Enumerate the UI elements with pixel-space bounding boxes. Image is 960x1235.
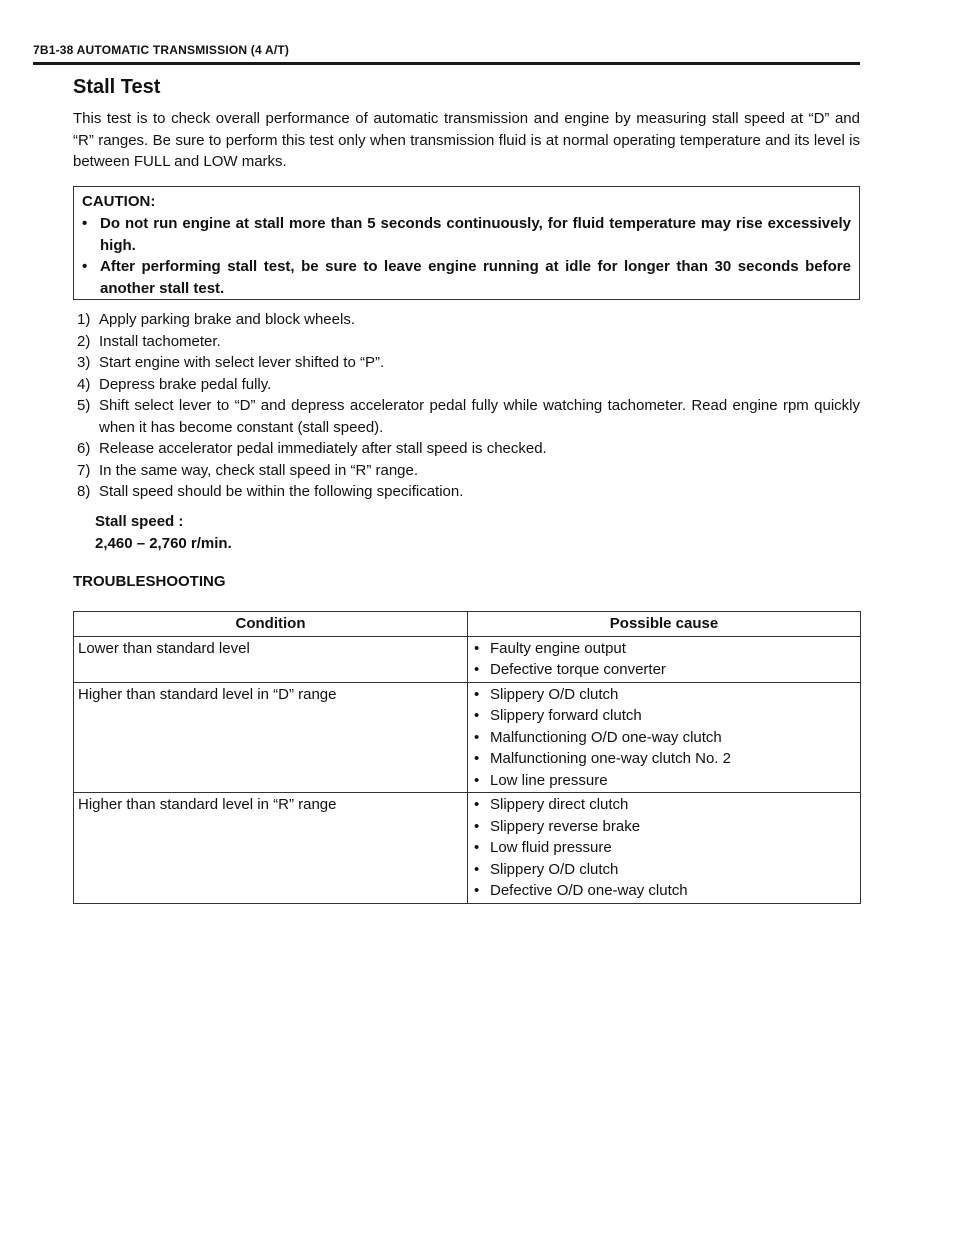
- step-text: Start engine with select lever shifted to “P”.: [99, 354, 385, 371]
- procedure-steps: [73, 309, 860, 503]
- cause-item: [472, 880, 856, 902]
- table-row: [74, 682, 861, 793]
- cause-text: Malfunctioning O/D one-way clutch: [490, 728, 722, 746]
- cause-item: [472, 816, 856, 838]
- step-number: 3): [77, 354, 91, 371]
- cause-item: [472, 659, 856, 681]
- caution-title: CAUTION:: [82, 193, 156, 210]
- step-item: [73, 309, 860, 331]
- condition-cell: Higher than standard level in “D” range: [74, 682, 468, 793]
- cause-item: [472, 638, 856, 660]
- step-number: 7): [77, 461, 91, 479]
- caution-item-text: Do not run engine at stall more than 5 seconds continuously, for fluid temperature may rise excessively high.: [100, 215, 851, 254]
- bullet: •: [474, 728, 480, 746]
- bullet: •: [474, 750, 480, 767]
- bullet: •: [82, 258, 88, 275]
- step-text: Depress brake pedal fully.: [99, 375, 272, 393]
- bullet: •: [82, 215, 88, 232]
- bullet: •: [474, 685, 480, 703]
- cause-cell: [468, 682, 861, 793]
- cause-text: Slippery O/D clutch: [490, 685, 619, 703]
- step-item: [73, 438, 860, 460]
- stall-speed-spec: [95, 511, 232, 554]
- cause-cell: [468, 636, 861, 682]
- table-row: [74, 636, 861, 682]
- header-text: 7B1-38 AUTOMATIC TRANSMISSION (4 A/T): [33, 43, 290, 57]
- cause-text: Defective O/D one-way clutch: [490, 882, 688, 899]
- page-title: Stall Test: [73, 76, 161, 98]
- cause-item: [472, 727, 856, 749]
- page-header: [33, 40, 860, 65]
- step-item: [73, 395, 860, 438]
- step-number: 4): [77, 375, 91, 393]
- step-item: [73, 352, 860, 374]
- troubleshooting-heading: TROUBLESHOOTING: [73, 573, 226, 590]
- step-item: [73, 374, 860, 396]
- step-text: Shift select lever to “D” and depress accelerator pedal fully while watching tachometer. Read engine rpm quickly when it has become constant (stall speed).: [99, 397, 860, 436]
- column-header-cause: Possible cause: [468, 612, 861, 637]
- cause-item: [472, 859, 856, 881]
- bullet: •: [474, 771, 480, 789]
- step-text: In the same way, check stall speed in “R” range.: [99, 461, 419, 479]
- caution-item: [82, 256, 851, 299]
- step-text: Install tachometer.: [99, 332, 221, 350]
- intro-paragraph: This test is to check overall performance of automatic transmission and engine by measuring stall speed at “D” and “R” ranges. Be sure to perform this test only when transmission fluid is at normal operating temperature and its level is between FULL and LOW marks.: [73, 110, 860, 170]
- spec-label: Stall speed :: [95, 513, 184, 530]
- spec-value: 2,460 – 2,760 r/min.: [95, 534, 232, 552]
- table-header-row: [74, 612, 861, 637]
- cause-text: Slippery O/D clutch: [490, 860, 619, 878]
- step-number: 2): [77, 332, 91, 350]
- bullet: •: [474, 796, 480, 813]
- bullet: •: [474, 882, 480, 899]
- cause-cell: [468, 793, 861, 904]
- cause-text: Slippery forward clutch: [490, 707, 642, 724]
- step-item: [73, 481, 860, 503]
- troubleshooting-table: [73, 611, 861, 904]
- bullet: •: [474, 707, 480, 724]
- step-text: Apply parking brake and block wheels.: [99, 311, 355, 328]
- cause-item: [472, 770, 856, 792]
- cause-text: Slippery direct clutch: [490, 796, 629, 813]
- step-item: [73, 460, 860, 482]
- step-item: [73, 331, 860, 353]
- bullet: •: [474, 661, 480, 678]
- bullet: •: [474, 860, 480, 878]
- bullet: •: [474, 817, 480, 835]
- cause-text: Low line pressure: [490, 771, 608, 789]
- step-number: 1): [77, 311, 91, 328]
- cause-text: Slippery reverse brake: [490, 817, 641, 835]
- step-number: 8): [77, 483, 91, 500]
- step-text: Release accelerator pedal immediately after stall speed is checked.: [99, 440, 547, 457]
- table-row: [74, 793, 861, 904]
- condition-cell: Lower than standard level: [74, 636, 468, 682]
- cause-item: [472, 794, 856, 816]
- step-text: Stall speed should be within the following specification.: [99, 483, 464, 500]
- cause-item: [472, 705, 856, 727]
- bullet: •: [474, 639, 480, 657]
- cause-text: Defective torque converter: [490, 661, 666, 678]
- bullet: •: [474, 839, 480, 856]
- cause-text: Low fluid pressure: [490, 839, 612, 856]
- column-header-condition: Condition: [74, 612, 468, 637]
- step-number: 6): [77, 440, 91, 457]
- condition-cell: Higher than standard level in “R” range: [74, 793, 468, 904]
- caution-item: [82, 213, 851, 256]
- caution-box: [73, 186, 860, 300]
- cause-item: [472, 837, 856, 859]
- caution-item-text: After performing stall test, be sure to leave engine running at idle for longer than 30 seconds before another stall test.: [100, 258, 851, 297]
- step-number: 5): [77, 397, 91, 414]
- cause-item: [472, 748, 856, 770]
- cause-item: [472, 684, 856, 706]
- cause-text: Malfunctioning one-way clutch No. 2: [490, 750, 731, 767]
- cause-text: Faulty engine output: [490, 639, 626, 657]
